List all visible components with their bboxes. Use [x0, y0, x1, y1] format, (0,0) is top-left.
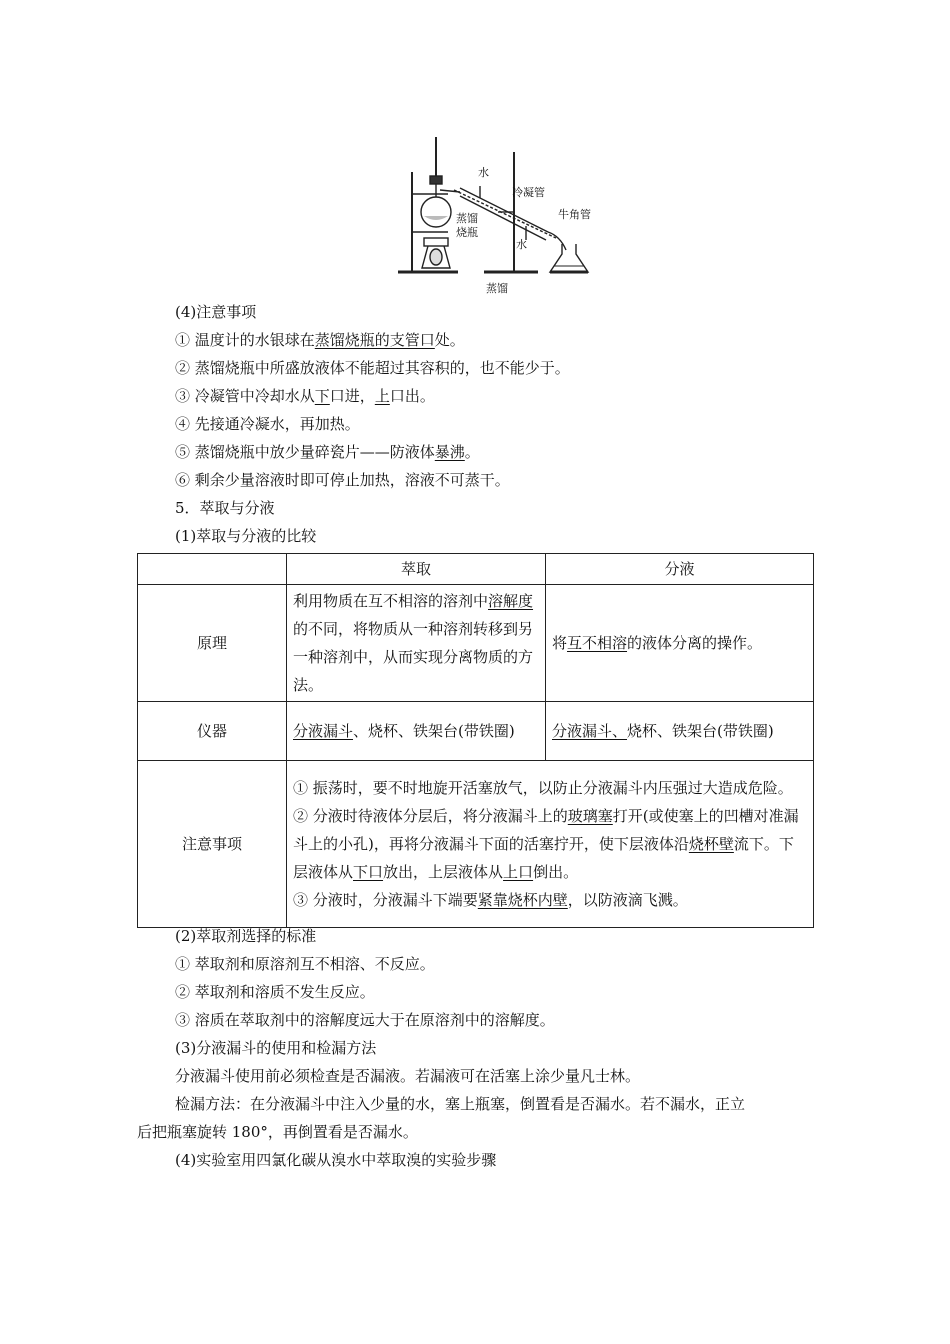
- note-item-2: ② 蒸馏烧瓶中所盛放液体不能超过其容积的，也不能少于。: [175, 359, 570, 377]
- cell-underline: 上口: [503, 863, 534, 881]
- note-text: 口进，: [329, 387, 375, 405]
- cell-text: ③ 分液时，分液漏斗下端要: [293, 891, 478, 909]
- section-sub2: (2)萃取剂选择的标准: [175, 927, 317, 945]
- cell-text: 利用物质在互不相溶的溶剂中: [293, 592, 489, 610]
- cell-apparatus-extraction: [287, 702, 546, 761]
- cell-text: 、烧杯、铁架台(带铁圈): [353, 722, 515, 740]
- row-label-apparatus: 仪器: [138, 702, 287, 761]
- label-flask-2: 烧瓶: [456, 226, 478, 239]
- cell-text: 烧杯、铁架台(带铁圈): [627, 722, 774, 740]
- note-underline: 上: [374, 387, 390, 405]
- note-item-4: ④ 先接通冷凝水，再加热。: [175, 415, 360, 433]
- cell-underline: 互不相溶: [567, 634, 628, 652]
- note-text: 口出。: [389, 387, 435, 405]
- distillation-apparatus-diagram: [388, 132, 614, 300]
- notes-heading: (4)注意事项: [175, 303, 257, 321]
- cell-underline: 溶解度: [488, 592, 534, 610]
- cell-text: 放出，上层液体从: [383, 863, 504, 881]
- cell-underline: 玻璃塞: [567, 807, 613, 825]
- note-underline: 下: [314, 387, 330, 405]
- paragraph-2-line-1: 检漏方法：在分液漏斗中注入少量的水，塞上瓶塞，倒置看是否漏水。若不漏水，正立: [175, 1095, 746, 1113]
- label-adapter: 牛角管: [558, 208, 591, 221]
- paragraph-1: 分液漏斗使用前必须检查是否漏液。若漏液可在活塞上涂少量凡士林。: [175, 1067, 641, 1085]
- cell-text: ② 分液时待液体分层后，将分液漏斗上的: [293, 807, 568, 825]
- row-label-principle: 原理: [138, 585, 287, 702]
- comparison-table: [137, 553, 814, 928]
- cell-text: 倒出。: [533, 863, 579, 881]
- cell-text: 将: [552, 634, 568, 652]
- cell-apparatus-separation: [546, 702, 814, 761]
- cell-principle-extraction: [287, 585, 546, 702]
- section-sub4: (4)实验室用四氯化碳从溴水中萃取溴的实验步骤: [175, 1151, 497, 1169]
- paragraph-2-line-2: 后把瓶塞旋转 180°，再倒置看是否漏水。: [137, 1123, 418, 1141]
- cell-note-1: ① 振荡时，要不时地旋开活塞放气，以防止分液漏斗内压强过大造成危险。: [293, 779, 793, 797]
- note-item-1: [175, 330, 465, 350]
- cell-underline: 分液漏斗、: [552, 722, 628, 740]
- note-item-5: [175, 442, 480, 462]
- table-row: [138, 702, 814, 761]
- cell-underline: 分液漏斗: [293, 722, 354, 740]
- cell-note-3: [293, 886, 807, 914]
- cell-underline: 烧杯壁: [688, 835, 734, 853]
- table-row: [138, 585, 814, 702]
- cell-text: 的液体分离的操作。: [627, 634, 763, 652]
- section-sub3: (3)分液漏斗的使用和检漏方法: [175, 1039, 377, 1057]
- label-water-bottom: 水: [516, 238, 527, 251]
- criteria-item-3: ③ 溶质在萃取剂中的溶解度远大于在原溶剂中的溶解度。: [175, 1011, 555, 1029]
- criteria-item-1: ① 萃取剂和原溶剂互不相溶、不反应。: [175, 955, 435, 973]
- cell-principle-separation: [546, 585, 814, 702]
- cell-note-2: [293, 802, 807, 886]
- cell-text: 流下。下层液体从: [293, 835, 794, 881]
- note-text: ① 温度计的水银球在: [175, 331, 315, 349]
- table-corner-cell: [138, 554, 287, 585]
- section-5-sub1: (1)萃取与分液的比较: [175, 527, 317, 545]
- section-5-title: 5．萃取与分液: [175, 499, 275, 517]
- cell-text: 打开(或使塞上的凹槽对准漏斗上的小孔)，再将分液漏斗下面的活塞拧开，使下层液体沿: [293, 807, 799, 853]
- note-text: ③ 冷凝管中冷却水从: [175, 387, 315, 405]
- figure-caption: 蒸馏: [486, 282, 508, 295]
- note-underline: 蒸馏烧瓶的支管口: [314, 331, 435, 349]
- cell-underline: 紧靠烧杯内壁: [477, 891, 568, 909]
- note-item-6: ⑥ 剩余少量溶液时即可停止加热，溶液不可蒸干。: [175, 471, 510, 489]
- label-water-top: 水: [478, 166, 489, 179]
- note-text: ⑤ 蒸馏烧瓶中放少量碎瓷片——防液体: [175, 443, 435, 461]
- note-item-3: [175, 386, 435, 406]
- table-row: [138, 761, 814, 928]
- criteria-item-2: ② 萃取剂和溶质不发生反应。: [175, 983, 375, 1001]
- note-underline: 暴沸: [434, 443, 465, 461]
- label-flask-1: 蒸馏: [456, 212, 478, 225]
- cell-underline: 下口: [353, 863, 384, 881]
- table-header-row: [138, 554, 814, 585]
- distillation-figure: [388, 132, 614, 300]
- table-header-separation: 分液: [546, 554, 814, 585]
- label-condenser: 冷凝管: [512, 186, 545, 199]
- table-header-extraction: 萃取: [287, 554, 546, 585]
- note-text: 处。: [434, 331, 465, 349]
- cell-text: 的不同，将物质从一种溶剂转移到另一种溶剂中，从而实现分离物质的方法。: [293, 620, 534, 694]
- note-text: 。: [464, 443, 480, 461]
- row-label-notes: 注意事项: [138, 761, 287, 928]
- cell-notes: [287, 761, 814, 928]
- cell-text: ，以防液滴飞溅。: [567, 891, 688, 909]
